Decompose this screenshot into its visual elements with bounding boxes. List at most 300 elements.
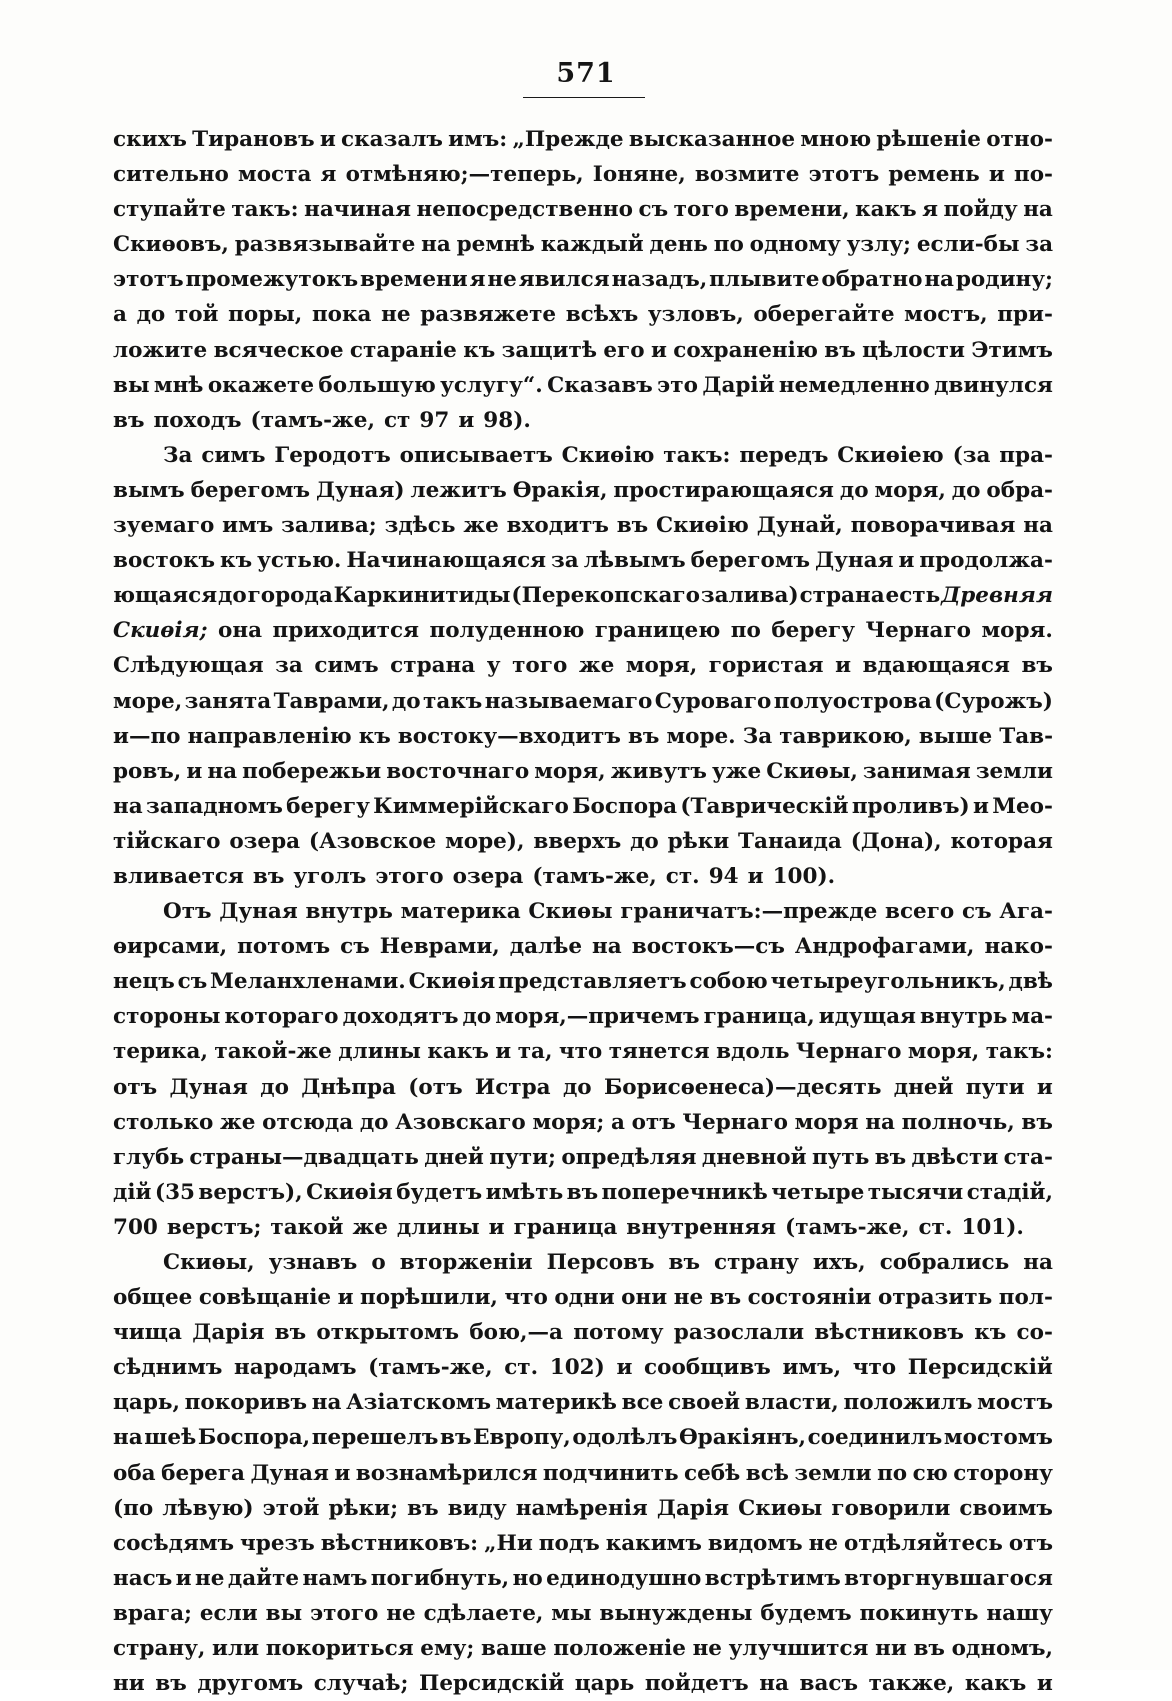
word: и (1036, 1074, 1053, 1100)
word: сообщивъ (644, 1355, 771, 1381)
word: съ (340, 934, 370, 960)
text-line (113, 999, 1053, 1034)
word: не (381, 302, 411, 328)
word: 97 (419, 407, 450, 433)
text-line (113, 613, 1053, 648)
word: до (839, 477, 869, 503)
word: покориться (265, 1636, 414, 1662)
word: востокъ—съ (631, 934, 785, 960)
word: берегомъ (690, 548, 811, 574)
word: собрались (879, 1250, 1010, 1275)
word: и (458, 407, 475, 433)
word: на (592, 934, 622, 960)
word: этого (310, 1600, 379, 1626)
word: Мео- (992, 793, 1053, 819)
word: этого (375, 863, 444, 889)
word: есть (885, 583, 941, 609)
word: какъ (964, 1671, 1027, 1697)
word: 94 (708, 863, 739, 889)
word: того (673, 197, 729, 223)
word: длины (396, 1214, 480, 1240)
text-line (113, 1420, 1053, 1455)
word: возмите (694, 162, 800, 188)
word: за (275, 653, 303, 679)
text-line (113, 403, 1053, 438)
word: своей (668, 1390, 741, 1416)
word: обра- (986, 477, 1053, 503)
word: того (512, 653, 568, 679)
word: (по (113, 1495, 154, 1521)
word: до (359, 1109, 389, 1135)
word: по (730, 618, 761, 644)
word: вынуждены (599, 1600, 753, 1626)
word: назадъ, (611, 267, 708, 293)
text-line (113, 473, 1053, 508)
word: 100). (772, 863, 836, 889)
word: въ (252, 863, 285, 889)
word: (35 (154, 1179, 195, 1205)
word: ѳирсами, (113, 934, 228, 960)
word: погибнуть, (370, 1565, 510, 1591)
word: (тамъ-же, (532, 863, 657, 889)
word: большую (318, 372, 436, 398)
word: говорили (831, 1495, 951, 1521)
word: чища (113, 1320, 182, 1346)
word: устью. (257, 548, 342, 574)
word: до (391, 688, 421, 714)
word: пойду (943, 197, 1018, 223)
word: общее (113, 1285, 193, 1311)
word: чрезъ (240, 1530, 315, 1556)
word: (отъ (408, 1074, 463, 1100)
word: и (972, 793, 989, 819)
word: начиная (304, 197, 411, 223)
word: верстъ; (166, 1214, 262, 1240)
word: длины (338, 1039, 421, 1065)
word: ст. (504, 1355, 539, 1381)
word: этотъ (808, 162, 880, 188)
word: до (630, 828, 659, 854)
word: врага; (113, 1600, 192, 1626)
word: (Азовское (308, 828, 437, 854)
word: если-бы (916, 232, 1020, 258)
word: состояніи (747, 1285, 872, 1311)
word: до (136, 302, 166, 328)
word: нако- (984, 934, 1053, 960)
word: дайте (227, 1565, 300, 1591)
word: четыреугольникъ, (770, 969, 1006, 995)
word: узловъ, (647, 302, 744, 328)
word: граница (513, 1214, 618, 1240)
text-line (113, 1526, 1053, 1561)
word: въ (913, 1636, 945, 1662)
word: Скиѳію (561, 442, 655, 468)
word: за (1025, 232, 1053, 258)
word: Меланхленами. (210, 969, 406, 995)
word: другомъ (197, 1671, 304, 1697)
word: такъ (423, 688, 483, 714)
text-line (113, 1070, 1053, 1105)
word: положилъ (843, 1390, 973, 1416)
word: вознамѣрился (355, 1460, 538, 1486)
word: Дарія (656, 1495, 730, 1521)
word: терика, (113, 1039, 208, 1065)
word: мнѣ (153, 372, 204, 398)
word: Тав- (999, 723, 1053, 749)
text-line (113, 1105, 1053, 1140)
word: я (320, 162, 337, 188)
word: съ (962, 899, 992, 925)
word: пойдетъ (644, 1671, 749, 1697)
word: вѣстниковъ: (320, 1530, 479, 1556)
word: и (616, 1355, 633, 1381)
word: ровъ, (113, 758, 182, 784)
word: развяжете (420, 302, 557, 328)
word: (тамъ-же, (250, 407, 375, 433)
word: промежутокъ (185, 267, 359, 293)
word: сдѣлаете, (423, 1600, 544, 1626)
text-line (113, 1631, 1053, 1666)
word: города (247, 583, 333, 609)
word: Скиѳія (408, 969, 496, 995)
word: все (621, 1390, 664, 1416)
word: ста- (1003, 1144, 1053, 1170)
word: Скиѳію (656, 513, 749, 539)
word: нашу (986, 1600, 1053, 1626)
word: нецъ (113, 969, 175, 995)
word: въ (1021, 653, 1053, 679)
word: страны—двадцать (189, 1144, 419, 1170)
text-line (113, 543, 1053, 578)
word: вѣстниковъ (814, 1320, 964, 1346)
text-line (113, 929, 1053, 964)
word: рѣки (667, 828, 730, 854)
word: рѣки; (328, 1495, 399, 1521)
text-line (113, 368, 1053, 403)
word: что (504, 1285, 548, 1311)
word: описываетъ (399, 442, 553, 468)
word: Тирановъ (192, 127, 315, 152)
word: по- (1013, 162, 1053, 188)
word: что (852, 1355, 897, 1381)
word: Персидскій (419, 1671, 565, 1697)
word: на (421, 232, 451, 258)
word: ремень (888, 162, 980, 188)
page-header (0, 58, 1172, 89)
word: Іоняне, (592, 162, 686, 188)
word: этой (262, 1495, 320, 1521)
word: „Ни (484, 1530, 533, 1556)
word: власти, (744, 1390, 839, 1416)
word: такой-же (214, 1039, 332, 1065)
word: явился (518, 267, 610, 293)
word: (за (952, 442, 991, 468)
word: подъ (538, 1530, 600, 1556)
word: границею (594, 618, 721, 644)
word: Суроваго (654, 688, 772, 714)
word: направленію (187, 723, 352, 749)
word: поперечникѣ (601, 1179, 768, 1205)
word: стадій, (966, 1179, 1053, 1205)
word: и—по (113, 723, 181, 749)
word: сю (912, 1460, 948, 1486)
word: входитъ (506, 513, 609, 539)
word: далѣе (509, 934, 583, 960)
word: узнавъ (268, 1250, 358, 1275)
word: Скиѳовъ, (113, 232, 229, 258)
word: мостъ, (904, 302, 988, 328)
word: Геродотъ (274, 442, 391, 468)
word: страну, (113, 1636, 206, 1662)
word: дней (424, 1144, 484, 1170)
word: Чернаго (795, 1039, 902, 1065)
word: и (495, 1039, 512, 1065)
word: и (337, 1285, 354, 1311)
word: озера (229, 828, 301, 854)
word: одному (749, 232, 841, 258)
word: материкѣ (495, 1390, 617, 1416)
word: до (260, 1074, 289, 1100)
word: моста (238, 162, 312, 188)
word: (Сурожъ) (934, 688, 1053, 714)
word: граничатъ:—прежде (620, 899, 878, 925)
word: видомъ (707, 1530, 803, 1556)
word: земли (794, 1460, 872, 1486)
word: въ (1021, 1109, 1053, 1135)
text-line (113, 1315, 1053, 1350)
word: день (649, 232, 708, 258)
word: будемъ (760, 1600, 852, 1626)
word: потому (573, 1320, 664, 1346)
word: плывите (709, 267, 820, 293)
word: 98). (483, 407, 531, 433)
word: зуемаго (113, 513, 215, 539)
word: доходятъ (342, 1004, 459, 1030)
text-line (113, 1561, 1053, 1596)
word: (Таврическій (680, 793, 849, 819)
word: съ (638, 197, 669, 223)
word: и (747, 863, 764, 889)
word: ма- (1011, 1004, 1053, 1030)
word: выше (918, 723, 993, 749)
word: обратно (821, 267, 923, 293)
word: Ѳракіянъ, (678, 1425, 806, 1451)
text-line (113, 1210, 1053, 1245)
word: соединилъ (807, 1425, 943, 1451)
text-line (113, 1245, 1053, 1280)
word: Слѣдующая (113, 653, 264, 679)
word: и (898, 548, 915, 574)
text-line (113, 1034, 1053, 1069)
word: это (657, 372, 698, 398)
word: (тамъ-же, (368, 1355, 493, 1381)
word: Дарій (702, 372, 775, 398)
word: я (922, 197, 938, 223)
word: страна (799, 583, 885, 609)
word: потомъ (237, 934, 331, 960)
word: внутренняя (626, 1214, 777, 1240)
word: страна (390, 653, 476, 679)
word: востокъ (113, 548, 216, 574)
word: въ (113, 407, 145, 433)
word: путь (811, 1144, 870, 1170)
word: Начинающаяся (346, 548, 547, 574)
word: простирающаяся (613, 477, 834, 503)
word: на (207, 758, 238, 784)
word: съ (177, 969, 208, 995)
word: моря, (907, 1039, 980, 1065)
word: въ (155, 1671, 187, 1697)
word: высказанное (628, 127, 796, 152)
word: Ага- (999, 899, 1053, 925)
word: цѣлости (862, 337, 965, 363)
word: какимъ (605, 1530, 702, 1556)
word: глубь (113, 1144, 185, 1170)
word: на (865, 1109, 895, 1135)
word: ст (383, 407, 411, 433)
text-line (113, 1385, 1053, 1420)
word: востоку—входитъ (397, 723, 621, 749)
word: берегомъ (190, 477, 311, 503)
text-line (113, 824, 1053, 859)
word: намъ (302, 1565, 368, 1591)
word: сѣднимъ (113, 1355, 223, 1381)
word: двинулся (934, 372, 1053, 398)
word: всѣ (745, 1460, 789, 1486)
word: лѣвую) (162, 1495, 254, 1521)
word: занимая (862, 758, 971, 784)
word: на (1023, 1250, 1053, 1275)
word: дневной (701, 1144, 807, 1170)
text-line (113, 227, 1053, 262)
word: собою (689, 969, 768, 995)
word: а (610, 1109, 625, 1135)
word: отно- (986, 127, 1053, 152)
word: дій (113, 1179, 152, 1205)
word: какъ (855, 197, 917, 223)
word: Борисѳенеса)—десять (603, 1074, 882, 1100)
word: представляетъ (498, 969, 687, 995)
word: Скиѳы, (766, 758, 858, 784)
word: случаѣ; (313, 1671, 409, 1697)
word: и (650, 337, 667, 363)
word: въ (616, 513, 649, 539)
word: тійскаго (113, 828, 221, 854)
word: отъ (1008, 1530, 1053, 1556)
word: пути (965, 1074, 1025, 1100)
word: въ (709, 1285, 742, 1311)
word: Дуная (815, 548, 894, 574)
word: къ (358, 723, 391, 749)
word: до (951, 477, 981, 503)
word: тянется (608, 1039, 710, 1065)
text-line (113, 859, 1053, 894)
text-line (113, 297, 1053, 332)
word: покинуть (859, 1600, 979, 1626)
word: Азіатскомъ (346, 1390, 491, 1416)
word: моря, (534, 758, 606, 784)
word: моря; (532, 1109, 605, 1135)
word: въ (824, 337, 856, 363)
word: уголъ (293, 863, 367, 889)
word: непосредственно (416, 197, 633, 223)
word: и (1036, 1671, 1053, 1697)
word: такой (270, 1214, 344, 1240)
word: царь (574, 1671, 635, 1697)
page-number: 571 (556, 58, 616, 89)
word: материка (400, 899, 521, 925)
word: встрѣтимъ (704, 1565, 841, 1591)
text-line (113, 1666, 1053, 1701)
word: лѣвымъ (583, 548, 686, 574)
text-line (113, 1280, 1053, 1315)
word: бою,—а (469, 1320, 563, 1346)
word: называемаго (484, 688, 653, 714)
text-line (113, 894, 1053, 929)
word: до (218, 583, 247, 609)
word: (Перекопскаго (511, 583, 700, 609)
word: Скиѳы (528, 899, 613, 925)
word: Сказавъ (547, 372, 653, 398)
word: на (113, 1425, 143, 1451)
word: Ѳракія, (512, 477, 608, 503)
word: сохраненію (673, 337, 818, 363)
text-line (113, 578, 1053, 613)
word: Каркинитиды (333, 583, 511, 609)
text-line (113, 1491, 1053, 1526)
word: имѣть (485, 1179, 564, 1205)
word: услугу“. (440, 372, 543, 398)
word: занята (184, 688, 272, 714)
word: продолжа- (919, 548, 1053, 574)
word: о (371, 1250, 386, 1275)
text-line (113, 157, 1053, 192)
word: и (835, 653, 852, 679)
word: страну (713, 1250, 799, 1275)
word: не (195, 1565, 225, 1591)
word: восточнаго (386, 758, 530, 784)
text-line (113, 1456, 1053, 1491)
word: же (578, 653, 615, 679)
word: вдающаяся (862, 653, 1010, 679)
text-line (113, 964, 1053, 999)
word: вы (265, 1600, 303, 1626)
word: ступайте (113, 197, 226, 223)
text-line (113, 1596, 1053, 1631)
word: виду (447, 1495, 507, 1521)
word: перешелъ (311, 1425, 439, 1451)
word: сказалъ (341, 127, 443, 152)
word: всяческое (213, 337, 344, 363)
word: на (311, 1390, 342, 1416)
word: къ (974, 1320, 1007, 1346)
word: отъ (113, 1074, 158, 1100)
word: себѣ (684, 1460, 741, 1486)
word: въ (566, 1179, 599, 1205)
word: вливается (113, 863, 244, 889)
word: моря, (874, 477, 946, 503)
body-text (113, 122, 1053, 1701)
word: Неврами, (379, 934, 500, 960)
word: на (113, 793, 143, 819)
word: я (469, 267, 486, 293)
word: если (199, 1600, 258, 1626)
word: Скиѳы (738, 1495, 823, 1521)
word: на (1023, 197, 1053, 223)
word: до (462, 1004, 492, 1030)
text-line (113, 333, 1053, 368)
word: опредѣляя (561, 1144, 697, 1170)
